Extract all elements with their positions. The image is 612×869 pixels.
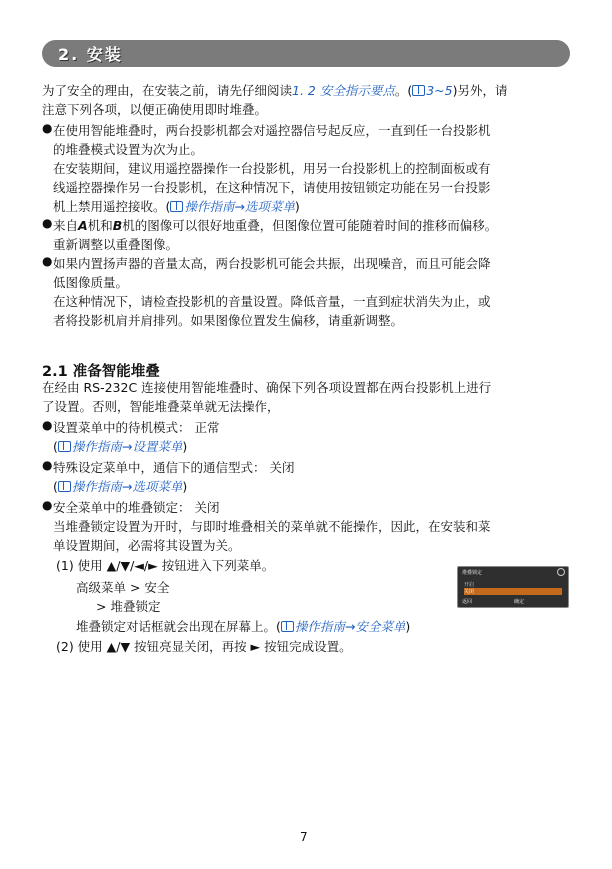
section-title: 2. 安装 [58, 45, 123, 64]
stack-lock-dialog-thumbnail [457, 566, 569, 608]
subsection-paragraph: 在经由 RS-232C 连接使用智能堆叠时、确保下列各项设置都在两台投影机上进行 了设置。否则，智能堆叠菜单就无法操作， [42, 380, 492, 414]
bullet-dot: ● [42, 254, 53, 268]
intro-line-1: 为了安全的理由，在安装之前，请先仔细阅读1. 2 安全指示要点。( 3~5)另外，请 [42, 83, 508, 98]
step-1: (1) 使用 ▲/▼/◄/► 按钮进入下列菜单。 [56, 558, 275, 573]
page-ref-link[interactable]: 3~5 [426, 83, 453, 98]
bullet-image-overlap: 来自A机和B机的图像可以很好地重叠，但图像位置可能随着时间的推移而偏移。 重新调整以重叠图像。 [53, 218, 498, 252]
page-number: 7 [300, 830, 308, 844]
manual-book-icon [58, 441, 71, 452]
close-icon [557, 568, 565, 576]
security-menu-link[interactable]: 操作指南→安全菜单 [294, 619, 406, 634]
bullet-speaker-volume: 如果内置扬声器的音量太高，两台投影机可能会共振，出现噪音，而且可能会降 低图像质量。 在这种情况下，请检查投影机的音量设置。降低音量，一直到症状消失为止，或 者将投影机肩并肩排列。如果图像位置发生偏移，请重新调整。 [53, 256, 491, 328]
bullet-remote-control: 在使用智能堆叠时，两台投影机都会对遥控器信号起反应，一直到任一台投影机 的堆叠模式设置为次为止。 在安装期间，建议用遥控器操作一台投影机，用另一台投影机上的控制面板或有 线遥控器操作另一台投影机，在这种情况下，请使用按钮锁定功能在另一台投影 机上禁用遥控接收。( 操作指南→选项菜单) [53, 123, 491, 214]
bullet-dot: ● [42, 121, 53, 135]
bullet-dot: ● [42, 498, 53, 512]
menu-path-1: 高级菜单 > 安全 [76, 580, 170, 595]
setting-stack-lock: 安全菜单中的堆叠锁定： 关闭 当堆叠锁定设置为开时，与即时堆叠相关的菜单就不能操作，因此，在安装和菜 单设置期间，必需将其设置为关。 [53, 500, 491, 553]
dialog-title: 堆叠锁定 [462, 570, 483, 576]
safety-link[interactable]: 1. 2 安全指示要点 [292, 83, 395, 98]
manual-book-icon [58, 481, 71, 492]
bullet-dot: ● [42, 418, 53, 432]
dialog-option-off: 关闭 [464, 588, 562, 595]
manual-book-icon [170, 201, 183, 212]
bullet-dot: ● [42, 216, 53, 230]
options-menu-link[interactable]: 操作指南→选项菜单 [71, 479, 183, 494]
step-2: (2) 使用 ▲/▼ 按钮亮显关闭，再按 ► 按钮完成设置。 [56, 639, 352, 654]
setup-menu-link[interactable]: 操作指南→设置菜单 [71, 439, 183, 454]
dialog-appears-line: 堆叠锁定对话框就会出现在屏幕上。( 操作指南→安全菜单) [76, 619, 411, 634]
menu-path-2: > 堆叠锁定 [96, 599, 161, 614]
subsection-title: 2.1 准备智能堆叠 [42, 364, 160, 380]
intro-paragraph [42, 81, 562, 119]
manual-book-icon [412, 85, 425, 96]
setting-standby-mode: 设置菜单中的待机模式： 正常 ( 操作指南→设置菜单) [53, 420, 220, 454]
manual-book-icon [281, 621, 294, 632]
dialog-option-on: 开启 [464, 582, 475, 588]
dialog-back-hint: 返回 [462, 599, 473, 605]
intro-line-2: 注意下列各项，以便正确使用即时堆叠。 [42, 102, 268, 117]
bullet-dot: ● [42, 458, 53, 472]
dialog-ok-hint: 确定 [514, 599, 525, 605]
setting-communication-type: 特殊设定菜单中，通信下的通信型式： 关闭 ( 操作指南→选项菜单) [53, 460, 295, 494]
options-menu-link[interactable]: 操作指南→选项菜单 [184, 199, 295, 214]
